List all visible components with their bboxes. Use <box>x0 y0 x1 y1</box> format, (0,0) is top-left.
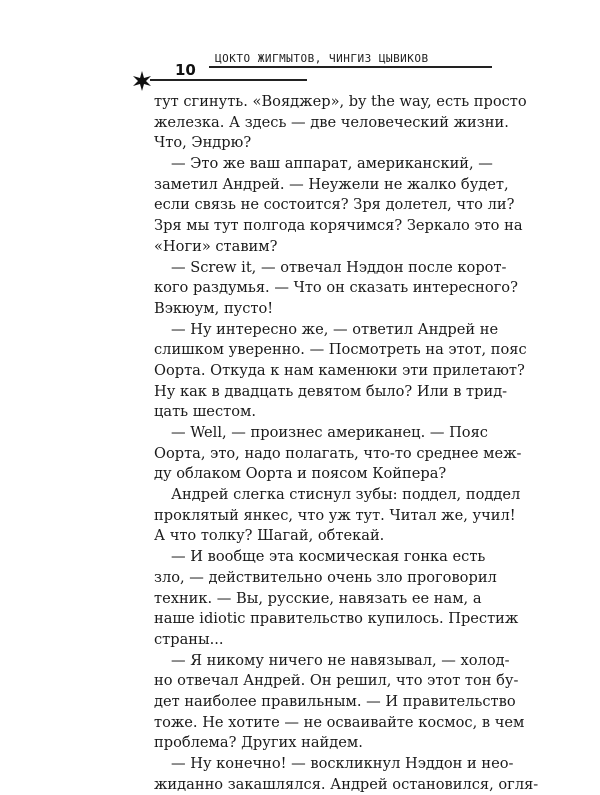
text-line: Вэкюум, пусто! <box>154 299 274 317</box>
text-line: тоже. Не хотите — не осваивайте космос, в чем <box>154 713 525 731</box>
text-line: техник. — Вы, русские, навязать ее нам, а <box>154 589 482 607</box>
text-line: — Ну интересно же, — ответил Андрей не <box>171 320 499 338</box>
text-line: — И вообще эта космическая гонка есть <box>171 548 486 566</box>
text-line: — Я никому ничего не навязывал, — холод- <box>171 651 510 669</box>
text-line: — Ну конечно! — воскликнул Нэддон и нео- <box>171 755 514 772</box>
text-line: наше idiotic правительство купилось. Престиж <box>154 610 519 628</box>
text-line: но отвечал Андрей. Он решил, что этот тон бу- <box>154 672 519 690</box>
text-line: тут сгинуть. «Вояджер», by the way, есть просто <box>154 93 527 110</box>
text-line: цать шестом. <box>154 403 256 421</box>
star-ornament-icon <box>131 70 153 92</box>
text-line: жиданно закашлялся. Андрей остановился, огля- <box>154 775 539 793</box>
text-line: проблема? Других найдем. <box>154 734 363 752</box>
text-line: Что, Эндрю? <box>154 134 252 152</box>
text-line: ду облаком Оорта и поясом Койпера? <box>154 465 447 483</box>
text-line: Оорта. Откуда к нам каменюки эти прилетают? <box>154 361 525 379</box>
text-line: слишком уверенно. — Посмотреть на этот, пояс <box>154 341 527 359</box>
body-text <box>154 92 539 795</box>
text-line: если связь не состоится? Зря долетел, что ли? <box>154 196 515 214</box>
text-line: заметил Андрей. — Неужели не жалко будет, <box>154 175 509 193</box>
text-line: «Ноги» ставим? <box>154 237 278 255</box>
header-underline <box>150 79 307 81</box>
text-line: железка. А здесь — две человеческий жизни. <box>154 113 509 131</box>
text-line: Зря мы тут полгода корячимся? Зеркало это на <box>154 217 523 235</box>
text-line: А что толку? Шагай, обтекай. <box>154 527 385 545</box>
text-line: Андрей слегка стиснул зубы: поддел, поддел <box>171 486 521 504</box>
text-line: зло, — действительно очень зло проговорил <box>154 568 497 586</box>
text-line: Оорта, это, надо полагать, что-то среднее меж- <box>154 444 522 462</box>
text-line: дет наиболее правильным. — И правительство <box>154 692 516 710</box>
text-line: кого раздумья. — Что он сказать интересного? <box>154 279 518 297</box>
text-line: — Это же ваш аппарат, американский, — <box>171 155 493 173</box>
text-line: Ну как в двадцать девятом было? Или в трид- <box>154 382 508 400</box>
running-header: ЦОКТО ЖИГМЫТОВ, ЧИНГИЗ ЦЫВИКОВ <box>215 52 429 65</box>
header-rule <box>209 66 492 68</box>
text-line: — Well, — произнес американец. — Пояс <box>171 424 488 441</box>
page-number: 10 <box>175 61 196 79</box>
text-line: — Screw it, — отвечал Нэддон после корот- <box>171 258 507 276</box>
text-line: страны... <box>154 630 224 648</box>
text-line: проклятый янкес, что уж тут. Читал же, учил! <box>154 506 516 524</box>
